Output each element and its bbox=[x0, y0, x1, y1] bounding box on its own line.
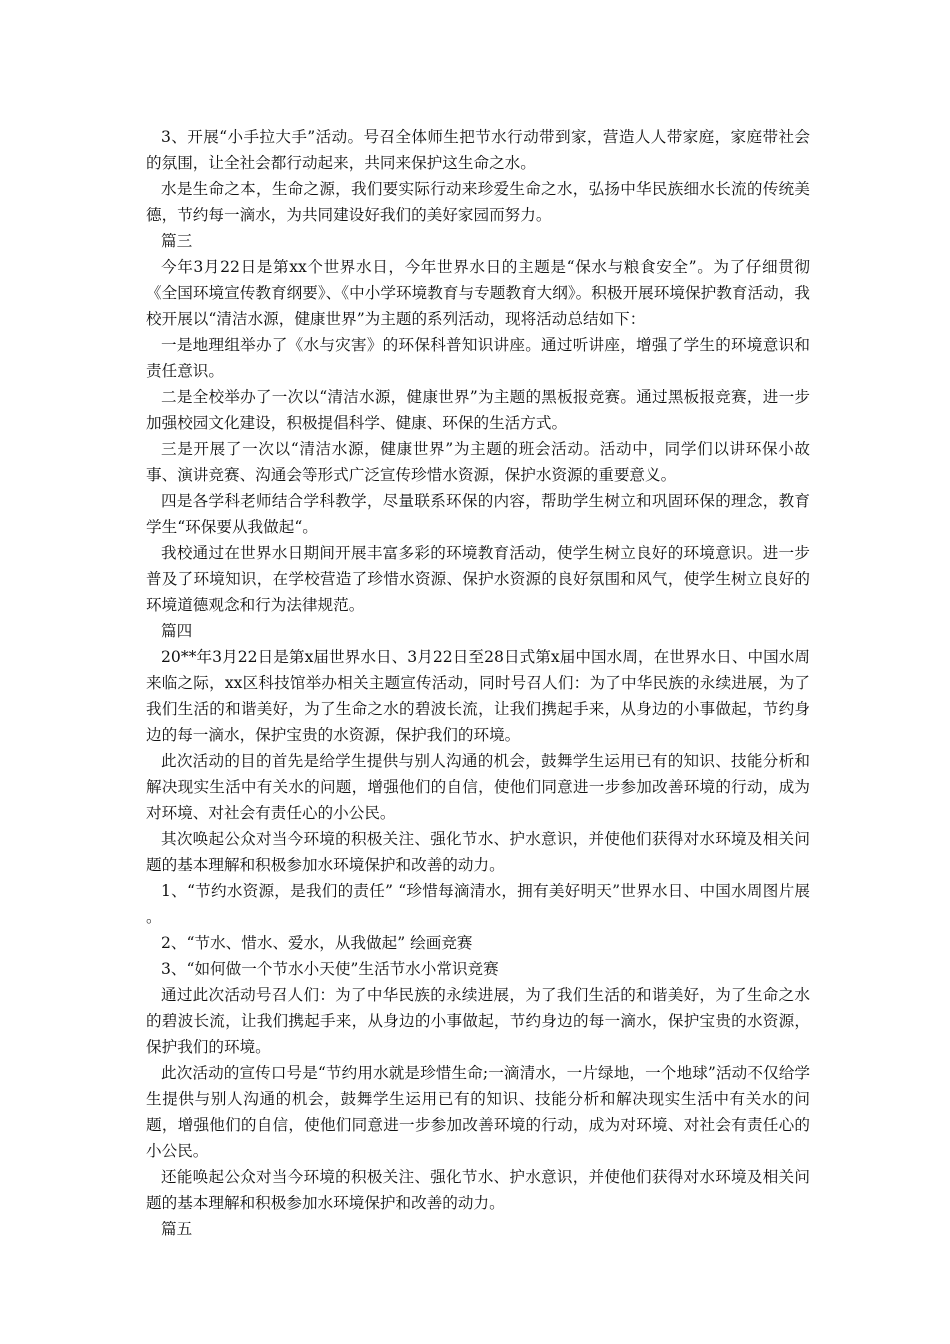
section-heading: 篇四 bbox=[161, 622, 193, 640]
body-paragraph: 2、“节水、惜水、爱水，从我做起” 绘画竞赛 bbox=[161, 934, 473, 952]
body-paragraph: 此次活动的宣传口号是“节约用水就是珍惜生命;一滴清水，一片绿地，一个地球”活动不仅给学生提供与别人沟通的机会，鼓舞学生运用已有的知识、技能分析和解决现实生活中有关水的问题，增强他们的自信，使他们同意进一步参加改善环境的行动，成为对环境、对社会有责任心的小公民。 bbox=[146, 1064, 810, 1160]
body-paragraph: 今年3月22日是第xx个世界水日，今年世界水日的主题是“保水与粮食安全”。为了仔细贯彻《全国环境宣传教育纲要》、《中小学环境教育与专题教育大纲》。积极开展环境保护教育活动，我校开展以“清洁水源，健康世界”为主题的系列活动，现将活动总结如下： bbox=[146, 258, 810, 328]
body-paragraph: 通过此次活动号召人们：为了中华民族的永续进展，为了我们生活的和谐美好，为了生命之水的碧波长流，让我们携起手来，从身边的小事做起，节约身边的每一滴水，保护宝贵的水资源，保护我们的环境。 bbox=[146, 986, 810, 1056]
body-paragraph: 3、开展“小手拉大手”活动。号召全体师生把节水行动带到家，营造人人带家庭，家庭带社会的氛围，让全社会都行动起来，共同来保护这生命之水。 bbox=[146, 128, 810, 172]
body-paragraph: 3、“如何做一个节水小天使”生活节水小常识竞赛 bbox=[161, 960, 499, 978]
body-paragraph: 水是生命之本，生命之源，我们要实际行动来珍爱生命之水，弘扬中华民族细水长流的传统美德，节约每一滴水，为共同建设好我们的美好家园而努力。 bbox=[146, 180, 810, 224]
body-paragraph: 二是全校举办了一次以“清洁水源，健康世界”为主题的黑板报竞赛。通过黑板报竞赛，进一步加强校园文化建设，积极提倡科学、健康、环保的生活方式。 bbox=[146, 388, 810, 432]
body-paragraph: 一是地理组举办了《水与灾害》的环保科普知识讲座。通过听讲座，增强了学生的环境意识和责任意识。 bbox=[146, 336, 810, 380]
body-paragraph: 还能唤起公众对当今环境的积极关注、强化节水、护水意识，并使他们获得对水环境及相关问题的基本理解和积极参加水环境保护和改善的动力。 bbox=[146, 1168, 810, 1212]
body-paragraph: 我校通过在世界水日期间开展丰富多彩的环境教育活动，使学生树立良好的环境意识。进一步普及了环境知识，在学校营造了珍惜水资源、保护水资源的良好氛围和风气，使学生树立良好的环境道德观念和行为法律规范。 bbox=[146, 544, 810, 614]
body-paragraph: 四是各学科老师结合学科教学，尽量联系环保的内容，帮助学生树立和巩固环保的理念，教育学生“环保要从我做起“。 bbox=[146, 492, 810, 536]
document-body bbox=[146, 124, 810, 1242]
body-paragraph: 20**年3月22日是第x届世界水日、3月22日至28日式第x届中国水周，在世界水日、中国水周来临之际，xx区科技馆举办相关主题宣传活动，同时号召人们：为了中华民族的永续进展，为了我们生活的和谐美好，为了生命之水的碧波长流，让我们携起手来，从身边的小事做起，节约身边的每一滴水，保护宝贵的水资源，保护我们的环境。 bbox=[146, 648, 810, 744]
body-paragraph: 其次唤起公众对当今环境的积极关注、强化节水、护水意识，并使他们获得对水环境及相关问题的基本理解和积极参加水环境保护和改善的动力。 bbox=[146, 830, 810, 874]
section-heading: 篇五 bbox=[161, 1220, 193, 1238]
body-paragraph: 三是开展了一次以“清洁水源，健康世界”为主题的班会活动。活动中，同学们以讲环保小故事、演讲竞赛、沟通会等形式广泛宣传珍惜水资源，保护水资源的重要意义。 bbox=[146, 440, 810, 484]
section-heading: 篇三 bbox=[161, 232, 193, 250]
body-paragraph: 1、“节约水资源，是我们的责任” “珍惜每滴清水，拥有美好明天”世界水日、中国水周图片展 。 bbox=[146, 882, 810, 926]
body-paragraph: 此次活动的目的首先是给学生提供与别人沟通的机会，鼓舞学生运用已有的知识、技能分析和解决现实生活中有关水的问题，增强他们的自信，使他们同意进一步参加改善环境的行动，成为对环境、对社会有责任心的小公民。 bbox=[146, 752, 810, 822]
